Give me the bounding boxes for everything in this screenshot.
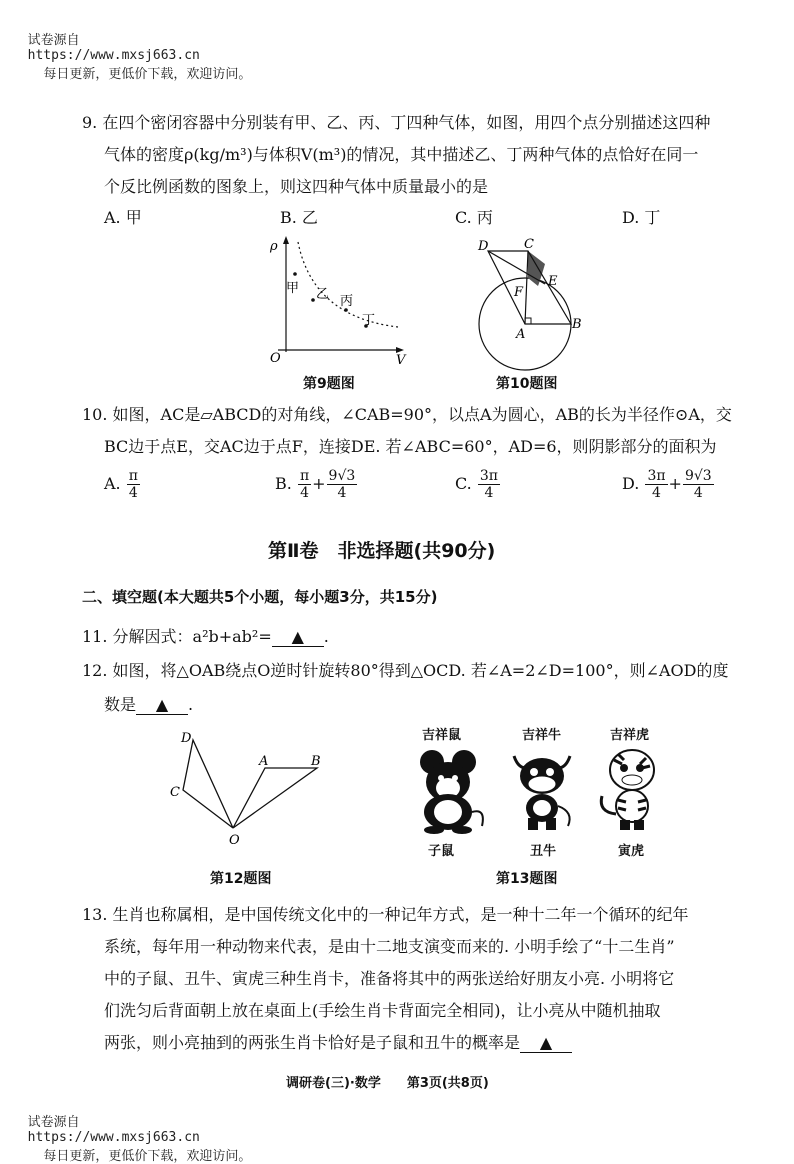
figure-12 — [165, 728, 335, 848]
q11-text: 11. 分解因式：a²b+ab²= — [82, 627, 272, 646]
q13-line3: 中的子鼠、丑牛、寅虎三种生肖卡，准备将其中的两张送给好朋友小亮. 小明将它 — [104, 969, 675, 988]
fig9-label-bing: 丙 — [340, 294, 354, 309]
q10-option-b: B. $\frac{\pi}{4}$ + $\frac{9√3}{4}$ — [275, 468, 356, 501]
q10-option-c: C. $\frac{3\pi}{4}$ — [455, 468, 498, 501]
fig10-label-b: B — [572, 317, 582, 332]
watermark-source-bottom: 试卷源自 — [27, 1115, 80, 1130]
question-11: 11. 分解因式：a²b+ab²= ▲ . — [82, 627, 329, 646]
fig13-top-label-ox: 吉祥牛 — [522, 728, 562, 743]
watermark-slogan: 每日更新，更低价下载，欢迎访问。 — [43, 67, 252, 82]
fig10-label-d: D — [478, 239, 489, 254]
fig9-label-jia: 甲 — [286, 281, 300, 296]
part2-title: 第Ⅱ卷 非选择题(共90分) — [268, 540, 496, 562]
q9-line2: 气体的密度ρ(kg/m³)与体积V(m³)的情况，其中描述乙、丁两种气体的点恰好在同一 — [104, 145, 699, 164]
watermark-top — [12, 14, 251, 82]
watermark-source: 试卷源自 — [27, 33, 80, 48]
fig9-y-arrow — [283, 236, 289, 244]
figure-10 — [470, 236, 600, 376]
fig12-triangle-oab — [233, 768, 317, 828]
figure-9 — [258, 232, 418, 372]
fig10-ac — [525, 251, 528, 324]
fig10-right-angle — [525, 318, 531, 324]
rat-mascot-image — [408, 746, 488, 834]
fig13-bottom-label-tiger: 寅虎 — [618, 844, 645, 859]
fig9-label-x: V — [396, 353, 406, 368]
fig12-label-d: D — [181, 731, 192, 746]
watermark-url-bottom[interactable]: https://www.mxsj663.cn — [27, 1130, 200, 1145]
q12-blank[interactable]: ▲ — [136, 695, 188, 715]
q10-option-d: D. $\frac{3\pi}{4}$ + $\frac{9√3}{4}$ — [622, 468, 712, 501]
q9-option-d: D. 丁 — [622, 208, 661, 227]
fig12-label-a: A — [259, 754, 269, 769]
watermark-slogan-bottom: 每日更新，更低价下载，欢迎访问。 — [43, 1149, 252, 1164]
fig12-label-c: C — [170, 785, 180, 800]
ox-mascot-image — [502, 746, 582, 834]
fig10-label-f: F — [514, 285, 524, 300]
figure-13-caption: 第13题图 — [496, 871, 558, 887]
fig10-label-e: E — [548, 274, 558, 289]
fig9-curve — [298, 242, 398, 327]
fig9-label-origin: O — [270, 351, 281, 366]
figure-12-caption: 第12题图 — [210, 871, 272, 887]
q13-blank[interactable]: ▲ — [520, 1033, 572, 1053]
fig13-top-label-tiger: 吉祥虎 — [610, 728, 650, 743]
q12-line1: 12. 如图，将△OAB绕点O逆时针旋转80°得到△OCD. 若∠A=2∠D=100°，则∠AOD的度 — [82, 661, 729, 680]
q9-option-b: B. 乙 — [280, 208, 318, 227]
fig13-bottom-label-ox: 丑牛 — [530, 844, 557, 859]
fig12-label-o: O — [229, 833, 240, 848]
fig12-label-b: B — [311, 754, 321, 769]
q10-line1: 10. 如图，AC是▱ABCD的对角线，∠CAB=90°，以点A为圆心，AB的长为半径作⊙A，交 — [82, 405, 732, 424]
fig9-label-yi: 乙 — [316, 287, 330, 302]
figure-9-caption: 第9题图 — [303, 376, 355, 392]
fig10-label-c: C — [524, 237, 534, 252]
fig10-label-a: A — [516, 327, 526, 342]
page-footer: 调研卷(三)·数学 第3页(共8页) — [286, 1076, 489, 1091]
q9-option-a: A. 甲 — [104, 208, 142, 227]
q10-option-a: A. $\frac{\pi}{4}$ — [104, 468, 138, 501]
watermark-url[interactable]: https://www.mxsj663.cn — [27, 48, 200, 63]
fig9-label-ding: 丁 — [362, 313, 376, 328]
q12-line2: 数是 ▲ . — [104, 695, 194, 714]
fig13-top-label-rat: 吉祥鼠 — [422, 728, 462, 743]
section2-heading: 二、填空题(本大题共5个小题，每小题3分，共15分) — [82, 588, 438, 606]
q11-blank[interactable]: ▲ — [272, 627, 324, 647]
figure-10-caption: 第10题图 — [496, 376, 558, 392]
fig13-bottom-label-rat: 子鼠 — [428, 844, 455, 859]
q13-line4: 们洗匀后背面朝上放在桌面上(手绘生肖卡背面完全相同)，让小亮从中随机抽取 — [104, 1001, 661, 1020]
fig9-point-jia — [293, 272, 297, 276]
q13-line5: 两张，则小亮抽到的两张生肖卡恰好是子鼠和丑牛的概率是 ▲ — [104, 1030, 572, 1053]
q9-line3: 个反比例函数的图象上，则这四种气体中质量最小的是 — [104, 177, 489, 196]
fig9-label-y: ρ — [270, 239, 278, 254]
tiger-mascot-image — [590, 744, 670, 834]
fig9-point-yi — [311, 298, 315, 302]
watermark-bottom — [12, 1096, 251, 1164]
q10-line2: BC边于点E，交AC边于点F，连接DE. 若∠ABC=60°，AD=6，则阴影部分的面积为 — [104, 437, 717, 456]
fig12-triangle-ocd — [183, 740, 233, 828]
q9-option-c: C. 丙 — [455, 208, 493, 227]
q13-line1: 13. 生肖也称属相，是中国传统文化中的一种记年方式，是一种十二年一个循环的纪年 — [82, 905, 689, 924]
q9-line1: 9. 在四个密闭容器中分别装有甲、乙、丙、丁四种气体，如图，用四个点分别描述这四种 — [82, 113, 711, 132]
q13-line2: 系统，每年用一种动物来代表，是由十二地支演变而来的. 小明手绘了“十二生肖” — [104, 937, 675, 956]
